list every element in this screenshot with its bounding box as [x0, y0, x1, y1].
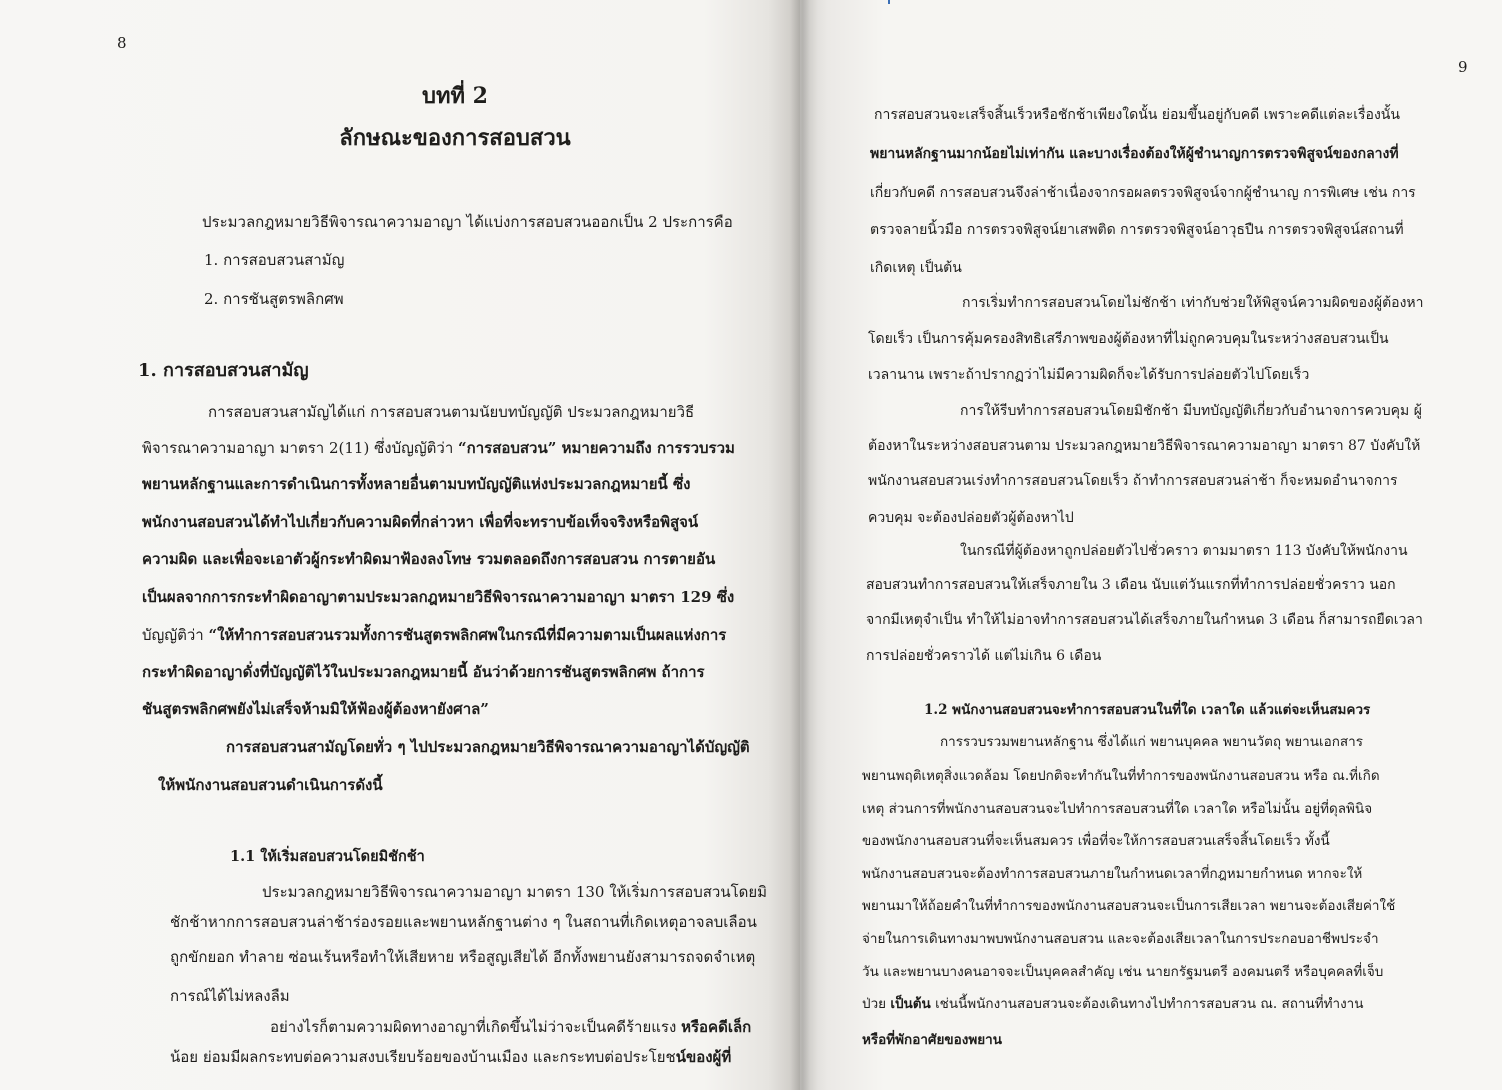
paragraph-line: ของพนักงานสอบสวนที่จะเห็นสมควร เพื่อที่จะให้การสอบสวนเสร็จสิ้นโดยเร็ว ทั้งนี้ — [862, 833, 1330, 849]
paragraph-line: การสอบสวนจะเสร็จสิ้นเร็วหรือชักช้าเพียงใดนั้น ย่อมขึ้นอยู่กับคดี เพราะคดีแต่ละเรื่องนั้น — [874, 107, 1400, 123]
paragraph-line: การรวบรวมพยานหลักฐาน ซึ่งได้แก่ พยานบุคคล พยานวัตถุ พยานเอกสาร — [940, 734, 1363, 750]
paragraph-line: พยานพฤติเหตุสิ่งแวดล้อม โดยปกติจะทำกันในที่ทำการของพนักงานสอบสวน หรือ ณ.ที่เกิด — [862, 768, 1380, 784]
chapter-number: บทที่ 2 — [422, 83, 488, 109]
paragraph-line: การให้รีบทำการสอบสวนโดยมิชักช้า มีบทบัญญัติเกี่ยวกับอำนาจการควบคุม ผู้ — [960, 403, 1422, 419]
paragraph-line: พยานหลักฐานมากน้อยไม่เท่ากัน และบางเรื่องต้องให้ผู้ชำนาญการตรวจพิสูจน์ของกลางที่ — [870, 146, 1399, 162]
paragraph-line: พยานมาให้ถ้อยคำในที่ทำการของพนักงานสอบสวนจะเป็นการเสียเวลา พยานจะต้องเสียค่าใช้ — [862, 898, 1396, 914]
paragraph-line: เหตุ ส่วนการที่พนักงานสอบสวนจะไปทำการสอบสวนที่ใด เวลาใด หรือไม่นั้น อยู่ที่ดุลพินิจ — [862, 801, 1373, 817]
bold-run: “การสอบสวน” หมายความถึง การรวบรวม — [458, 439, 735, 457]
chapter-title: ลักษณะของการสอบสวน — [339, 125, 571, 151]
page-number: 8 — [117, 34, 127, 52]
subsection-heading: 1.2 พนักงานสอบสวนจะทำการสอบสวนในที่ใด เวลาใด แล้วแต่จะเห็นสมควร — [924, 702, 1371, 718]
paragraph-line: พยานหลักฐานและการดำเนินการทั้งหลายอื่นตามบทบัญญัติแห่งประมวลกฎหมายนี้ ซึ่ง — [142, 475, 691, 493]
paragraph-line: ในกรณีที่ผู้ต้องหาถูกปล่อยตัวไปชั่วคราว ตามมาตรา 113 บังคับให้พนักงาน — [960, 543, 1408, 559]
paragraph-line: ให้พนักงานสอบสวนดำเนินการดังนี้ — [158, 776, 383, 794]
paragraph-line: จ่ายในการเดินทางมาพบพนักงานสอบสวน และจะต้องเสียเวลาในการประกอบอาชีพประจำ — [862, 931, 1379, 947]
paragraph-line: การสอบสวนสามัญได้แก่ การสอบสวนตามนัยบทบัญญัติ ประมวลกฎหมายวิธี — [208, 403, 695, 421]
paragraph-line: เวลานาน เพราะถ้าปรากฏว่าไม่มีความผิดก็จะได้รับการปล่อยตัวไปโดยเร็ว — [868, 367, 1310, 383]
right-page — [800, 0, 1502, 1090]
intro-paragraph: ประมวลกฎหมายวิธีพิจารณาความอาญา ได้แบ่งการสอบสวนออกเป็น 2 ประการคือ — [202, 213, 733, 231]
text-run: พิจารณาความอาญา มาตรา 2(11) ซึ่งบัญญัติว่า — [142, 439, 459, 457]
paragraph-line — [862, 992, 1364, 1014]
paragraph-line: ความผิด และเพื่อจะเอาตัวผู้กระทำผิดมาฟ้องลงโทษ รวมตลอดถึงการสอบสวน การตายอัน — [142, 550, 716, 568]
bold-run: เป็นต้น — [890, 996, 931, 1012]
text-run: ป่วย — [862, 996, 891, 1012]
paragraph-line: ประมวลกฎหมายวิธีพิจารณาความอาญา มาตรา 130 ให้เริ่มการสอบสวนโดยมิ — [262, 883, 768, 901]
paragraph-line: ตรวจลายนิ้วมือ การตรวจพิสูจน์ยาเสพติด การตรวจพิสูจน์อาวุธปืน การตรวจพิสูจน์สถานที่ — [870, 222, 1404, 238]
paragraph-line: วัน และพยานบางคนอาจจะเป็นบุคคลสำคัญ เช่น นายกรัฐมนตรี องคมนตรี หรือบุคคลที่เจ็บ — [862, 964, 1384, 980]
paragraph-line — [270, 1015, 751, 1039]
list-item: 1. การสอบสวนสามัญ — [204, 251, 345, 269]
paragraph-line: เกี่ยวกับคดี การสอบสวนจึงล่าช้าเนื่องจากรอผลตรวจพิสูจน์จากผู้ชำนาญ การพิเศษ เช่น การ — [870, 185, 1416, 201]
paragraph-line — [142, 436, 735, 460]
text-run: เช่นนี้พนักงานสอบสวนจะต้องเดินทางไปทำการสอบสวน ณ. สถานที่ทำงาน — [930, 996, 1364, 1012]
paragraph-line: การณ์ได้ไม่หลงลืม — [170, 987, 290, 1005]
paragraph-line: ควบคุม จะต้องปล่อยตัวผู้ต้องหาไป — [868, 510, 1074, 526]
paragraph-line: ชันสูตรพลิกศพยังไม่เสร็จห้ามมิให้ฟ้องผู้ต้องหายังศาล” — [142, 700, 489, 718]
page-number: 9 — [1458, 58, 1468, 76]
paragraph-line: พนักงานสอบสวนได้ทำไปเกี่ยวกับความผิดที่กล่าวหา เพื่อที่จะทราบข้อเท็จจริงหรือพิสูจน์ — [142, 513, 699, 531]
scan-edge-mark — [888, 0, 890, 4]
paragraph-line: พนักงานสอบสวนเร่งทำการสอบสวนโดยเร็ว ถ้าทำการสอบสวนล่าช้า ก็จะหมดอำนาจการ — [868, 473, 1398, 489]
subsection-heading: 1.1 ให้เริ่มสอบสวนโดยมิชักช้า — [230, 848, 425, 865]
bold-run: หรือคดีเล็ก — [681, 1018, 752, 1036]
paragraph-line: สอบสวนทำการสอบสวนให้เสร็จภายใน 3 เดือน นับแต่วันแรกที่ทำการปล่อยชั่วคราว นอก — [866, 577, 1396, 593]
paragraph-line: โดยเร็ว เป็นการคุ้มครองสิทธิเสรีภาพของผู้ต้องหาที่ไม่ถูกควบคุมในระหว่างสอบสวนเป็น — [868, 331, 1389, 347]
paragraph-line: การสอบสวนสามัญโดยทั่ว ๆ ไปประมวลกฎหมายวิธีพิจารณาความอาญาได้บัญญัติ — [226, 738, 750, 756]
text-run: บัญญัติว่า — [142, 626, 209, 644]
list-item: 2. การชันสูตรพลิกศพ — [204, 290, 344, 308]
bold-run: “ให้ทำการสอบสวนรวมทั้งการชันสูตรพลิกศพในกรณีที่มีความตามเป็นผลแห่งการ — [208, 626, 727, 644]
paragraph-line: หรือที่พักอาศัยของพยาน — [862, 1032, 1002, 1048]
paragraph-line: ต้องหาในระหว่างสอบสวนตาม ประมวลกฎหมายวิธีพิจารณาความอาญา มาตรา 87 บังคับให้ — [868, 438, 1421, 454]
bold-run: น์ของผู้ที่ — [675, 1048, 732, 1066]
paragraph-line: กระทำผิดอาญาดั่งที่บัญญัติไว้ในประมวลกฎหมายนี้ อันว่าด้วยการชันสูตรพลิกศพ ถ้าการ — [142, 663, 705, 681]
paragraph-line — [142, 623, 726, 647]
section-heading: 1. การสอบสวนสามัญ — [138, 360, 309, 381]
book-gutter — [790, 0, 818, 1090]
text-run: อย่างไรก็ตามความผิดทางอาญาที่เกิดขึ้นไม่ว่าจะเป็นคดีร้ายแรง — [270, 1018, 682, 1036]
paragraph-line: พนักงานสอบสวนจะต้องทำการสอบสวนภายในกำหนดเวลาที่กฎหมายกำหนด หากจะให้ — [862, 866, 1363, 882]
paragraph-line: เป็นผลจากการกระทำผิดอาญาตามประมวลกฎหมายวิธีพิจารณาความอาญา มาตรา 129 ซึ่ง — [142, 588, 735, 606]
paragraph-line: ชักช้าหากการสอบสวนล่าช้าร่องรอยและพยานหลักฐานต่าง ๆ ในสถานที่เกิดเหตุอาจลบเลือน — [170, 913, 757, 931]
paragraph-line: เกิดเหตุ เป็นต้น — [870, 260, 962, 276]
paragraph-line: การเริ่มทำการสอบสวนโดยไม่ชักช้า เท่ากับช่วยให้พิสูจน์ความผิดของผู้ต้องหา — [962, 295, 1424, 311]
paragraph-line — [170, 1045, 731, 1069]
text-run: น้อย ย่อมมีผลกระทบต่อความสงบเรียบร้อยของบ้านเมือง และกระทบต่อประโยช — [170, 1048, 676, 1066]
paragraph-line: ถูกขักยอก ทำลาย ซ่อนเร้นหรือทำให้เสียหาย หรือสูญเสียได้ อีกทั้งพยานยังสามารถจดจำเหตุ — [170, 948, 756, 966]
paragraph-line: จากมีเหตุจำเป็น ทำให้ไม่อาจทำการสอบสวนได้เสร็จภายในกำหนด 3 เดือน ก็สามารถยืดเวลา — [866, 612, 1423, 628]
paragraph-line: การปล่อยชั่วคราวได้ แต่ไม่เกิน 6 เดือน — [866, 648, 1102, 664]
